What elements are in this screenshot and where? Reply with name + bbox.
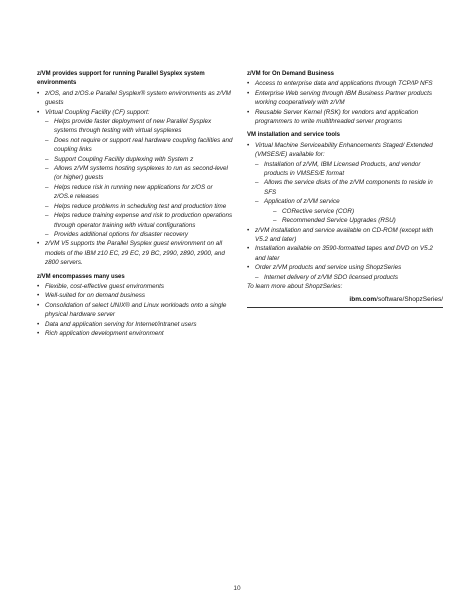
install-tools-list	[247, 141, 443, 282]
list-item: • Data and application serving for Internet/intranet users	[37, 320, 233, 329]
sublist-item-label: Application of z/VM service	[264, 198, 340, 206]
right-column	[247, 70, 443, 308]
sublist-item: – Does not require or support real hardware coupling facilities and coupling links	[45, 136, 233, 155]
service-sublist	[273, 207, 443, 226]
sublist-item: – Provides additional options for disaster recovery	[45, 230, 233, 239]
sublist-item: – Allows the service disks of the z/VM components to reside in SFS	[255, 178, 443, 197]
section-heading-on-demand: z/VM for On Demand Business	[247, 71, 335, 77]
page-number: 10	[233, 585, 241, 592]
list-item: • Well-suited for on demand business	[37, 291, 233, 300]
list-item: • Access to enterprise data and applications through TCP/IP NFS	[247, 79, 443, 88]
list-item-label: Virtual Coupling Facility (CF) support:	[45, 108, 150, 116]
list-item: • Consolidation of select UNIX® and Linux workloads onto a single physical hardware server	[37, 301, 233, 320]
url-line	[247, 294, 443, 307]
sublist-item: – CORеctive service (COR)	[273, 207, 443, 216]
on-demand-list	[247, 79, 443, 126]
sublist-item: – Installation of z/VM, IBM Licensed Products, and vendor products in VMSES/E format	[255, 160, 443, 179]
list-item: • z/VM installation and service available on CD-ROM (except with V5.2 and later)	[247, 226, 443, 245]
list-item	[37, 108, 233, 240]
shopzseries-link[interactable]	[349, 296, 443, 303]
list-item	[247, 263, 443, 282]
list-item-label: Virtual Machine Serviceability Enhancements Staged/ Extended (VMSES/E) available for:	[255, 141, 433, 159]
list-item-label: Order z/VM products and service using ShopzSeries	[255, 264, 402, 272]
sublist-item: – Support Coupling Facility duplexing with System z	[45, 155, 233, 164]
learn-more-text: To learn more about ShopzSeries:	[247, 282, 343, 290]
sublist-item: – Internet delivery of z/VM SDO licensed products	[255, 273, 443, 282]
list-item: • Enterprise Web serving through IBM Business Partner products working cooperatively with z/VM	[247, 89, 443, 108]
list-item: • z/VM V5 supports the Parallel Sysplex guest environment on all models of the IBM z10 EC, z9 EC, z9 BC, z990, z890, z900, and z800 servers.	[37, 239, 233, 267]
list-item: • Reusable Server Kernel (RSK) for vendors and application programmers to write multithreaded server programs	[247, 108, 443, 127]
virtual-cf-sublist	[45, 117, 233, 239]
list-item: • z/OS, and z/OS.e Parallel Sysplex® system environments as z/VM guests	[37, 89, 233, 108]
sublist-item: – Allows z/VM systems hosting sysplexes to run as second-level (or higher) guests	[45, 164, 233, 183]
shopz-sublist	[255, 273, 443, 282]
list-item: • Flexible, cost-effective guest environments	[37, 282, 233, 291]
list-item: • Rich application development environment	[37, 329, 233, 338]
list-item: • Installation available on 3590-formatted tapes and DVD on V5.2 and later	[247, 244, 443, 263]
left-column	[37, 70, 233, 338]
sublist-item: – Recommended Service Upgrades (RSU)	[273, 216, 443, 225]
url-domain: ibm.com	[349, 296, 377, 304]
parallel-sysplex-list	[37, 89, 233, 268]
section-heading-parallel-sysplex: z/VM provides support for running Parallel Sysplex system environments	[37, 71, 205, 87]
sublist-item: – Helps reduce problems in scheduling test and production time	[45, 202, 233, 211]
section-heading-install-tools: VM installation and service tools	[247, 132, 341, 139]
sublist-item: – Helps provide faster deployment of new Parallel Sysplex systems through testing with virtual sysplexes	[45, 117, 233, 136]
section-heading-many-uses: z/VM encompasses many uses	[37, 273, 125, 280]
sublist-item: – Helps reduce training expense and risk to production operations through operator training with virtual configurations	[45, 211, 233, 230]
url-path: /software/ShopzSeries/	[376, 296, 443, 304]
sublist-item: – Helps reduce risk in running new applications for z/OS or z/OS.e releases	[45, 183, 233, 202]
vmses-sublist	[255, 160, 443, 226]
sublist-item	[255, 197, 443, 225]
list-item	[247, 141, 443, 226]
many-uses-list	[37, 282, 233, 338]
